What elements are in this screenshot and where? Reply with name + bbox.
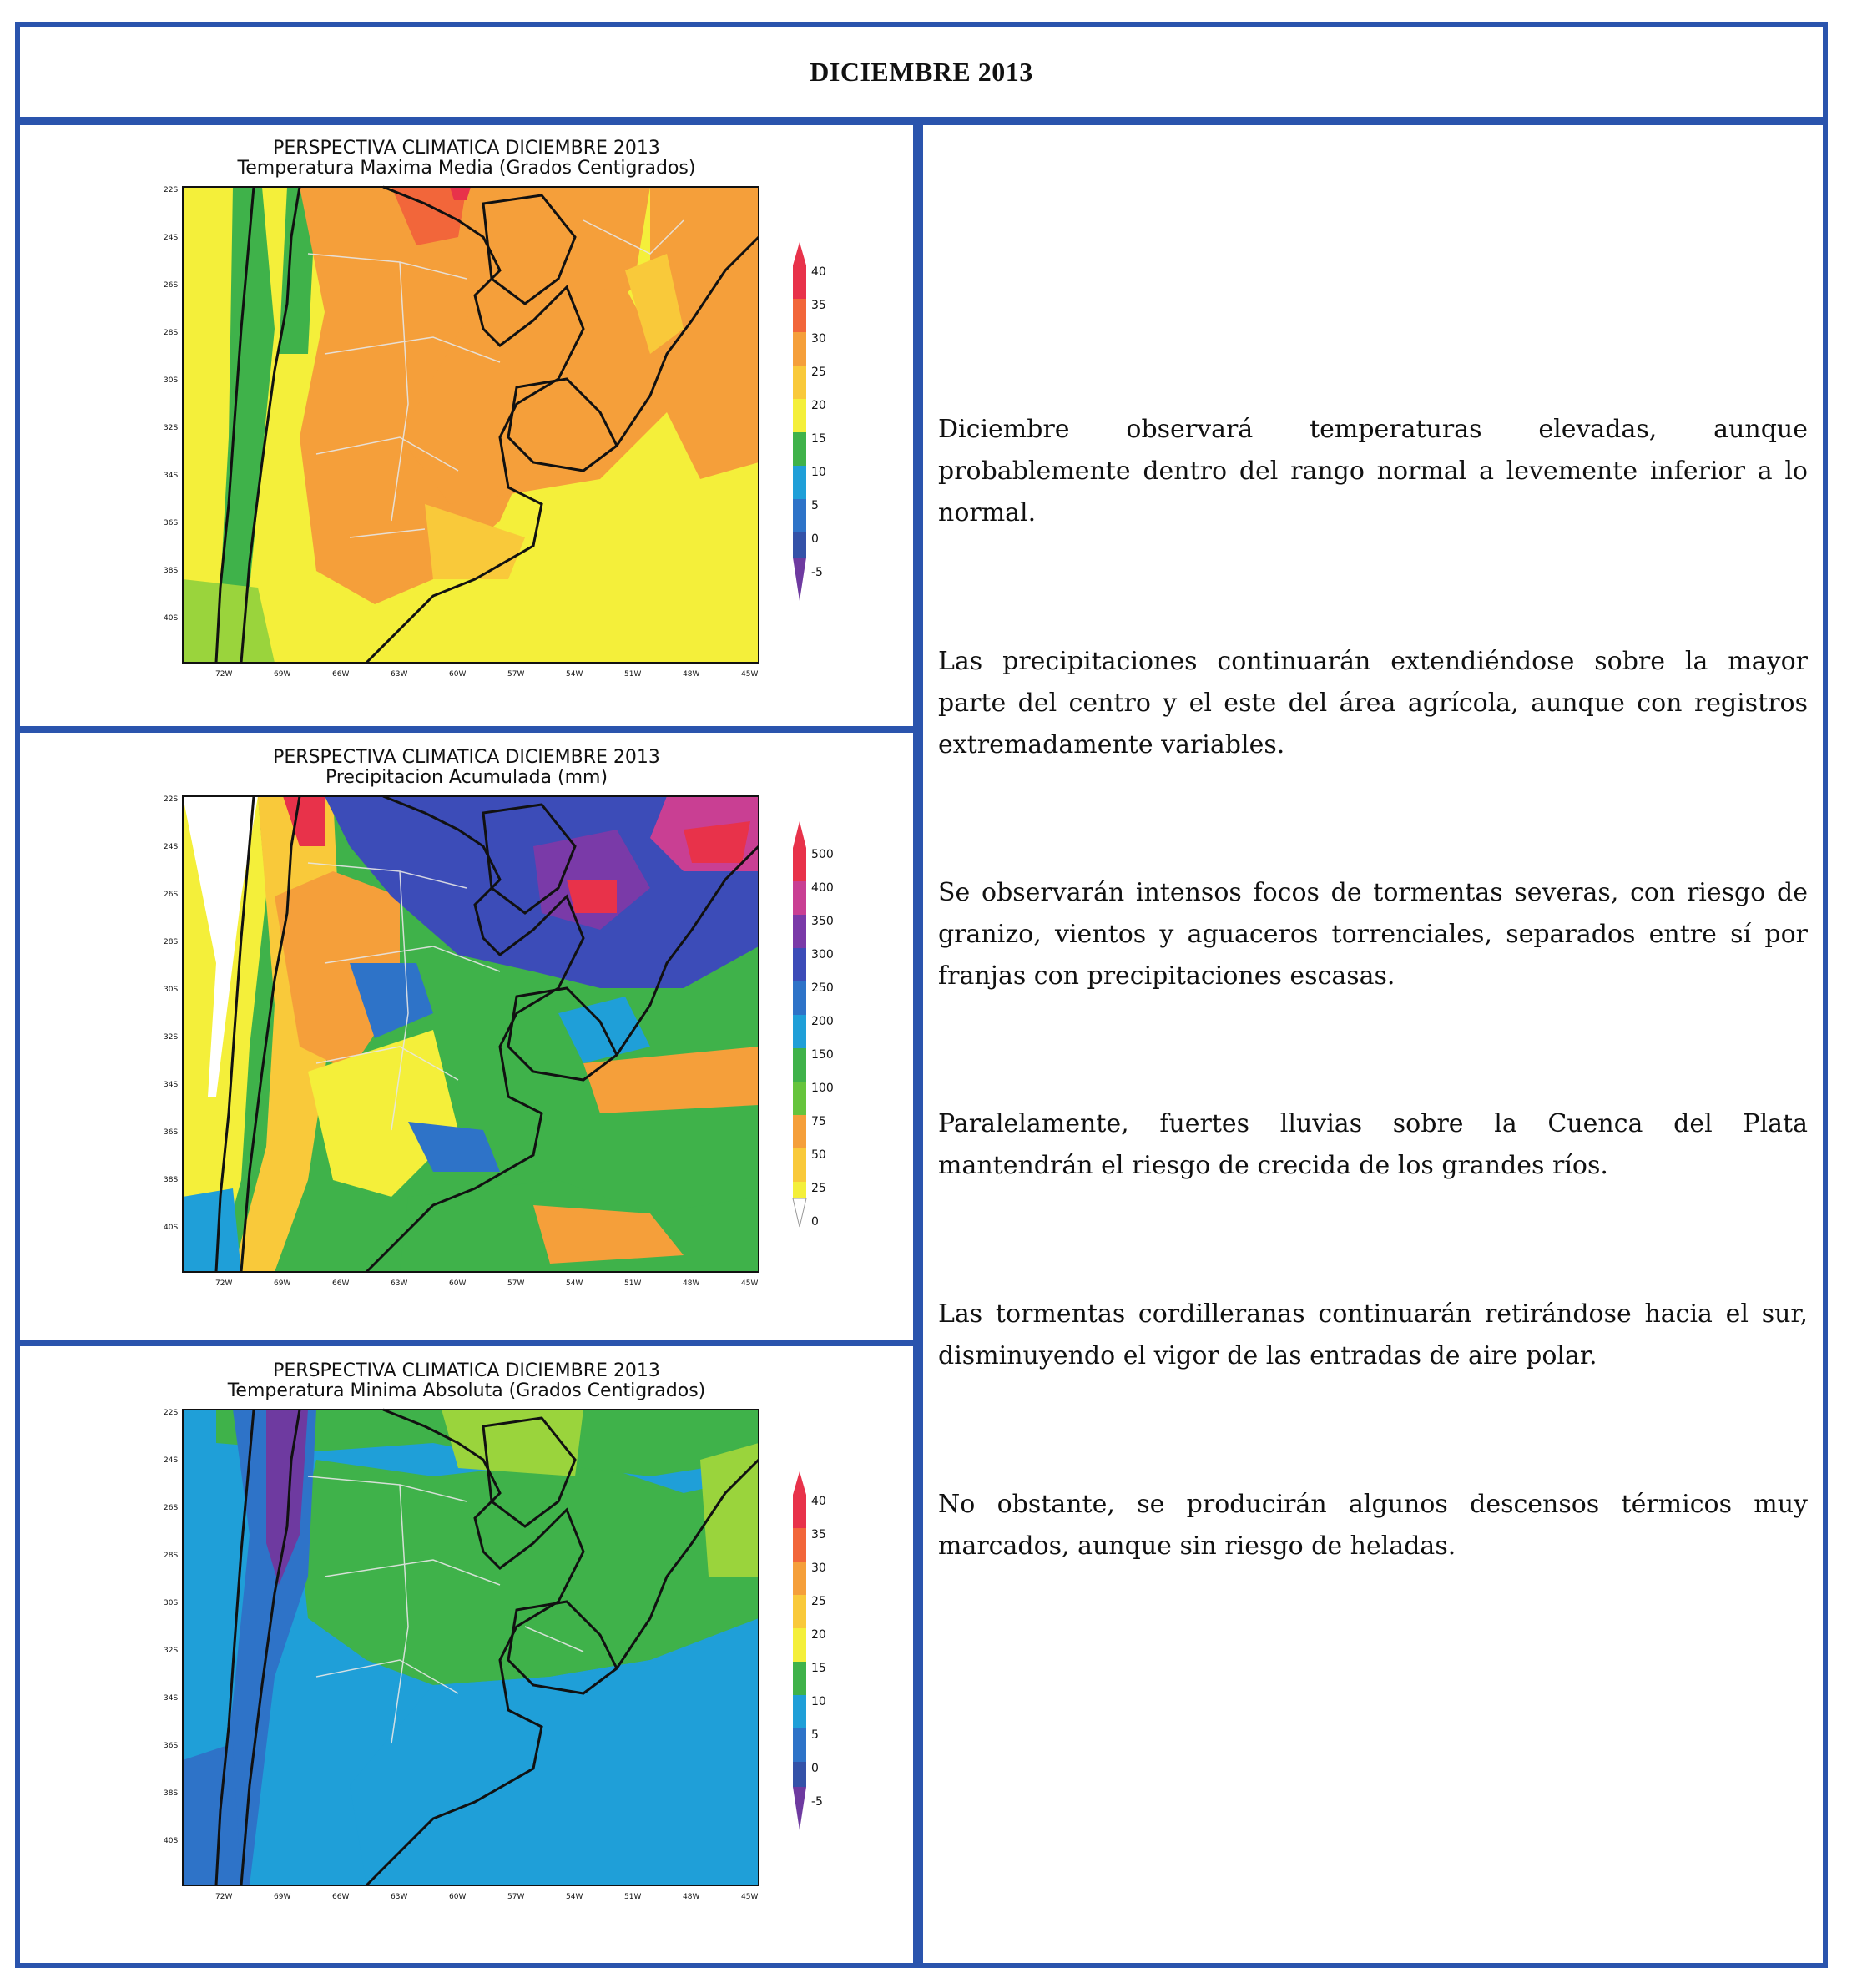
svg-text:0: 0 (811, 1762, 819, 1775)
svg-text:25: 25 (811, 1595, 826, 1608)
svg-text:26S: 26S (164, 281, 179, 290)
map-title-line: PERSPECTIVA CLIMATICA DICIEMBRE 2013 (273, 138, 660, 159)
svg-text:45W: 45W (741, 670, 759, 679)
svg-text:30S: 30S (164, 1599, 179, 1607)
svg-text:60W: 60W (449, 670, 467, 679)
svg-text:24S: 24S (164, 843, 179, 851)
map-title-line: PERSPECTIVA CLIMATICA DICIEMBRE 2013 (273, 747, 660, 768)
svg-text:500: 500 (811, 848, 834, 861)
svg-text:32S: 32S (164, 424, 179, 432)
svg-text:200: 200 (811, 1015, 834, 1028)
svg-text:63W: 63W (391, 1893, 408, 1901)
svg-text:60W: 60W (449, 1279, 467, 1288)
svg-text:25: 25 (811, 1182, 826, 1195)
forecast-paragraph-cuenca: Paralelamente, fuertes lluvias sobre la Cuenca del Plata mantendrán el riesgo de crecida de los grandes ríos. (938, 1109, 1808, 1180)
svg-text:34S: 34S (164, 1081, 179, 1089)
svg-text:48W: 48W (683, 670, 700, 679)
map-title-line: PERSPECTIVA CLIMATICA DICIEMBRE 2013 (273, 1360, 660, 1381)
svg-text:34S: 34S (164, 472, 179, 480)
map-panel-precipitation (20, 734, 913, 1335)
svg-text:60W: 60W (449, 1893, 467, 1901)
svg-text:50: 50 (811, 1148, 826, 1162)
svg-text:72W: 72W (215, 670, 233, 679)
svg-text:350: 350 (811, 915, 834, 928)
y-axis-ticks (164, 186, 178, 623)
svg-text:40S: 40S (164, 1224, 179, 1232)
svg-text:66W: 66W (332, 1893, 350, 1901)
svg-text:57W: 57W (507, 1893, 525, 1901)
svg-text:0: 0 (811, 532, 819, 546)
y-axis-ticks (164, 795, 178, 1232)
svg-text:28S: 28S (164, 1552, 179, 1560)
svg-text:22S: 22S (164, 186, 179, 194)
svg-text:69W: 69W (274, 1279, 291, 1288)
map-subtitle-line: Temperatura Maxima Media (Grados Centigrados) (237, 158, 696, 179)
svg-text:45W: 45W (741, 1893, 759, 1901)
svg-text:45W: 45W (741, 1279, 759, 1288)
svg-text:66W: 66W (332, 1279, 350, 1288)
svg-text:25: 25 (811, 366, 826, 379)
svg-text:38S: 38S (164, 1176, 179, 1184)
header-row (20, 27, 1823, 125)
forecast-paragraph-descensos: No obstante, se producirán algunos descensos térmicos muy marcados, aunque sin riesgo de heladas. (938, 1490, 1808, 1561)
x-axis-ticks (215, 670, 758, 679)
svg-text:0: 0 (811, 1215, 819, 1229)
page-title: DICIEMBRE 2013 (810, 56, 1033, 87)
forecast-paragraph-temperatures: Diciembre observará temperaturas elevadas, aunque probablemente dentro del rango normal a levemente inferior a lo normal. (938, 415, 1808, 527)
row-divider (20, 1340, 913, 1346)
svg-text:35: 35 (811, 299, 826, 312)
row-divider (20, 726, 913, 733)
svg-text:54W: 54W (566, 1893, 583, 1901)
svg-text:20: 20 (811, 399, 826, 412)
svg-text:48W: 48W (683, 1279, 700, 1288)
svg-text:5: 5 (811, 499, 819, 512)
forecast-paragraph-precipitation: Las precipitaciones continuarán extendiéndose sobre la mayor parte del centro y el este del área agrícola, aunque con registros extremadamente variables. (938, 647, 1808, 759)
svg-text:26S: 26S (164, 891, 179, 899)
svg-text:30S: 30S (164, 376, 179, 385)
svg-text:250: 250 (811, 981, 834, 995)
map-precipitation (20, 734, 913, 1335)
svg-text:48W: 48W (683, 1893, 700, 1901)
svg-text:400: 400 (811, 881, 834, 895)
svg-text:40: 40 (811, 1495, 826, 1508)
svg-text:5: 5 (811, 1728, 819, 1742)
svg-text:22S: 22S (164, 795, 179, 804)
svg-text:15: 15 (811, 432, 826, 446)
svg-text:40: 40 (811, 265, 826, 279)
svg-text:26S: 26S (164, 1504, 179, 1512)
map-min-temp (20, 1348, 913, 1957)
svg-text:28S: 28S (164, 938, 179, 946)
svg-text:30S: 30S (164, 986, 179, 994)
svg-text:32S: 32S (164, 1647, 179, 1655)
svg-text:-5: -5 (811, 1795, 823, 1809)
svg-text:63W: 63W (391, 670, 408, 679)
svg-text:15: 15 (811, 1662, 826, 1675)
svg-text:24S: 24S (164, 1456, 179, 1465)
map-max-temp (20, 125, 913, 726)
svg-text:72W: 72W (215, 1893, 233, 1901)
colorbar (793, 242, 826, 601)
colorbar (793, 1471, 826, 1830)
svg-text:35: 35 (811, 1528, 826, 1541)
svg-text:54W: 54W (566, 670, 583, 679)
svg-text:57W: 57W (507, 670, 525, 679)
svg-text:40S: 40S (164, 1837, 179, 1845)
svg-text:100: 100 (811, 1082, 834, 1095)
svg-text:300: 300 (811, 948, 834, 961)
svg-text:66W: 66W (332, 670, 350, 679)
svg-text:32S: 32S (164, 1033, 179, 1042)
svg-text:51W: 51W (624, 670, 642, 679)
svg-text:38S: 38S (164, 1789, 179, 1798)
svg-text:28S: 28S (164, 329, 179, 337)
svg-text:-5: -5 (811, 566, 823, 579)
map-subtitle-line: Temperatura Minima Absoluta (Grados Centigrados) (227, 1380, 706, 1401)
svg-text:69W: 69W (274, 670, 291, 679)
svg-text:40S: 40S (164, 614, 179, 623)
svg-text:51W: 51W (624, 1279, 642, 1288)
map-subtitle-line: Precipitacion Acumulada (mm) (325, 767, 608, 788)
svg-text:51W: 51W (624, 1893, 642, 1901)
svg-text:75: 75 (811, 1115, 826, 1128)
y-axis-ticks (164, 1409, 178, 1845)
svg-text:69W: 69W (274, 1893, 291, 1901)
svg-text:30: 30 (811, 1562, 826, 1575)
svg-text:54W: 54W (566, 1279, 583, 1288)
svg-text:22S: 22S (164, 1409, 179, 1417)
svg-text:57W: 57W (507, 1279, 525, 1288)
column-divider (913, 119, 923, 1963)
svg-text:63W: 63W (391, 1279, 408, 1288)
svg-text:30: 30 (811, 332, 826, 346)
colorbar (793, 821, 834, 1229)
svg-text:72W: 72W (215, 1279, 233, 1288)
forecast-paragraph-cordillera: Las tormentas cordilleranas continuarán retirándose hacia el sur, disminuyendo el vigor de las entradas de aire polar. (938, 1299, 1808, 1370)
svg-text:36S: 36S (164, 1128, 179, 1137)
svg-text:38S: 38S (164, 567, 179, 575)
svg-text:34S: 34S (164, 1694, 179, 1703)
svg-text:36S: 36S (164, 1742, 179, 1750)
svg-text:24S: 24S (164, 234, 179, 242)
map-panel-max-temp (20, 125, 913, 726)
x-axis-ticks (215, 1279, 758, 1288)
svg-text:150: 150 (811, 1048, 834, 1062)
forecast-paragraph-storms: Se observarán intensos focos de tormentas severas, con riesgo de granizo, vientos y aguaceros torrenciales, separados entre sí por franjas con precipitaciones escasas. (938, 878, 1808, 991)
x-axis-ticks (215, 1893, 758, 1901)
svg-text:36S: 36S (164, 519, 179, 527)
svg-text:10: 10 (811, 1695, 826, 1708)
map-panel-min-temp (20, 1348, 913, 1957)
svg-text:20: 20 (811, 1628, 826, 1642)
svg-text:10: 10 (811, 466, 826, 479)
